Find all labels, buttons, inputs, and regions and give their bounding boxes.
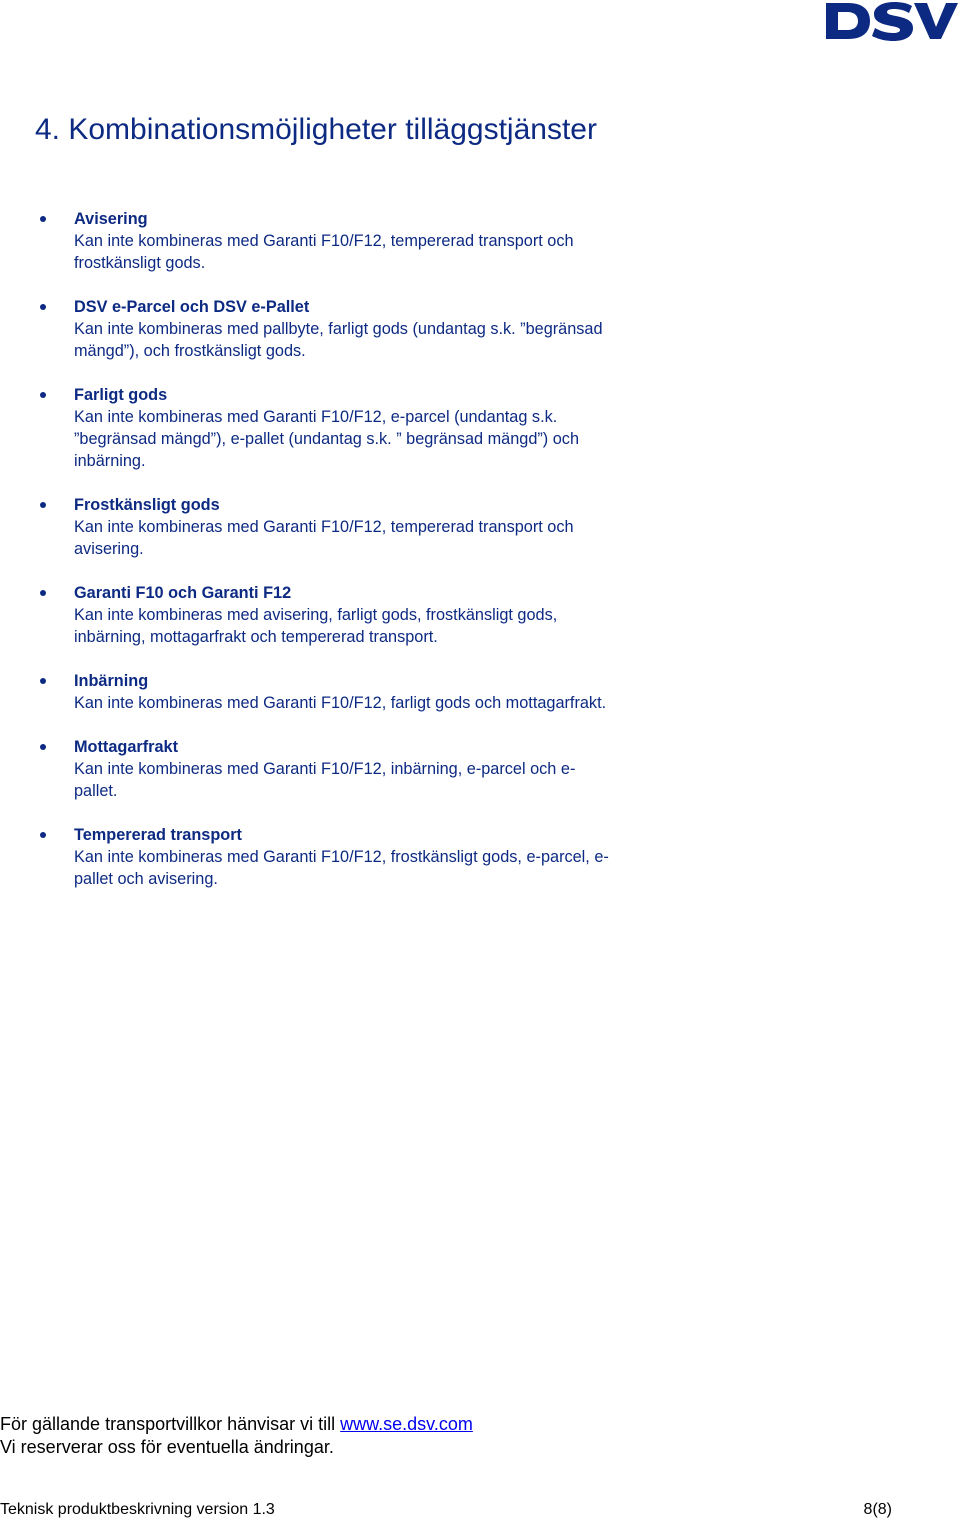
page-number: 8(8)	[863, 1501, 892, 1518]
service-combination-list	[0, 208, 614, 912]
item-title: DSV e-Parcel och DSV e-Pallet	[74, 298, 310, 316]
list-item-frostkansligt-gods	[0, 494, 614, 560]
footer-note-line-2: Vi reserverar oss för eventuella ändringar.	[0, 1437, 334, 1457]
list-item-mottagarfrakt	[0, 736, 614, 802]
item-title: Farligt gods	[74, 386, 168, 404]
item-text: Kan inte kombineras med Garanti F10/F12, farligt gods och mottagarfrakt.	[74, 694, 607, 712]
bullet-icon	[40, 502, 46, 508]
item-text: Kan inte kombineras med Garanti F10/F12, tempererad transport och frostkänsligt gods.	[74, 232, 574, 272]
bullet-icon	[40, 304, 46, 310]
item-text: Kan inte kombineras med avisering, farligt gods, frostkänsligt gods, inbärning, mottagarfrakt och tempererad transport.	[74, 606, 558, 646]
list-item-dsv-e-parcel-e-pallet	[0, 296, 614, 362]
item-text: Kan inte kombineras med Garanti F10/F12, tempererad transport och avisering.	[74, 518, 574, 558]
item-title: Tempererad transport	[74, 826, 242, 844]
item-title: Garanti F10 och Garanti F12	[74, 584, 292, 602]
dsv-logo	[824, 0, 958, 42]
document-version: Teknisk produktbeskrivning version 1.3	[0, 1501, 275, 1518]
page-title: 4. Kombinationsmöjligheter tilläggstjänster	[35, 113, 597, 146]
bullet-icon	[40, 216, 46, 222]
bullet-icon	[40, 678, 46, 684]
item-title: Inbärning	[74, 672, 149, 690]
footer-note-line-1	[0, 1413, 473, 1436]
item-text: Kan inte kombineras med pallbyte, farligt gods (undantag s.k. ”begränsad mängd”), och frostkänsligt gods.	[74, 320, 603, 360]
item-title: Mottagarfrakt	[74, 738, 179, 756]
list-item-garanti-f10-f12	[0, 582, 614, 648]
item-title: Avisering	[74, 210, 148, 228]
bullet-icon	[40, 392, 46, 398]
bullet-icon	[40, 590, 46, 596]
dsv-logo-graphic	[824, 0, 958, 42]
list-item-farligt-gods	[0, 384, 614, 472]
item-text: Kan inte kombineras med Garanti F10/F12, frostkänsligt gods, e-parcel, e-pallet och avisering.	[74, 848, 609, 888]
list-item-tempererad-transport	[0, 824, 614, 890]
item-title: Frostkänsligt gods	[74, 496, 220, 514]
footer-note-prefix: För gällande transportvillkor hänvisar vi till	[0, 1414, 341, 1434]
list-item-inbarning	[0, 670, 614, 714]
bullet-icon	[40, 832, 46, 838]
website-link[interactable]: www.se.dsv.com	[340, 1414, 473, 1434]
list-item-avisering	[0, 208, 614, 274]
footer-note	[0, 1413, 473, 1459]
bullet-icon	[40, 744, 46, 750]
item-text: Kan inte kombineras med Garanti F10/F12, e-parcel (undantag s.k. ”begränsad mängd”), e-pallet (undantag s.k. ” begränsad mängd”) och inbärning.	[74, 408, 580, 470]
item-text: Kan inte kombineras med Garanti F10/F12, inbärning, e-parcel och e-pallet.	[74, 760, 576, 800]
